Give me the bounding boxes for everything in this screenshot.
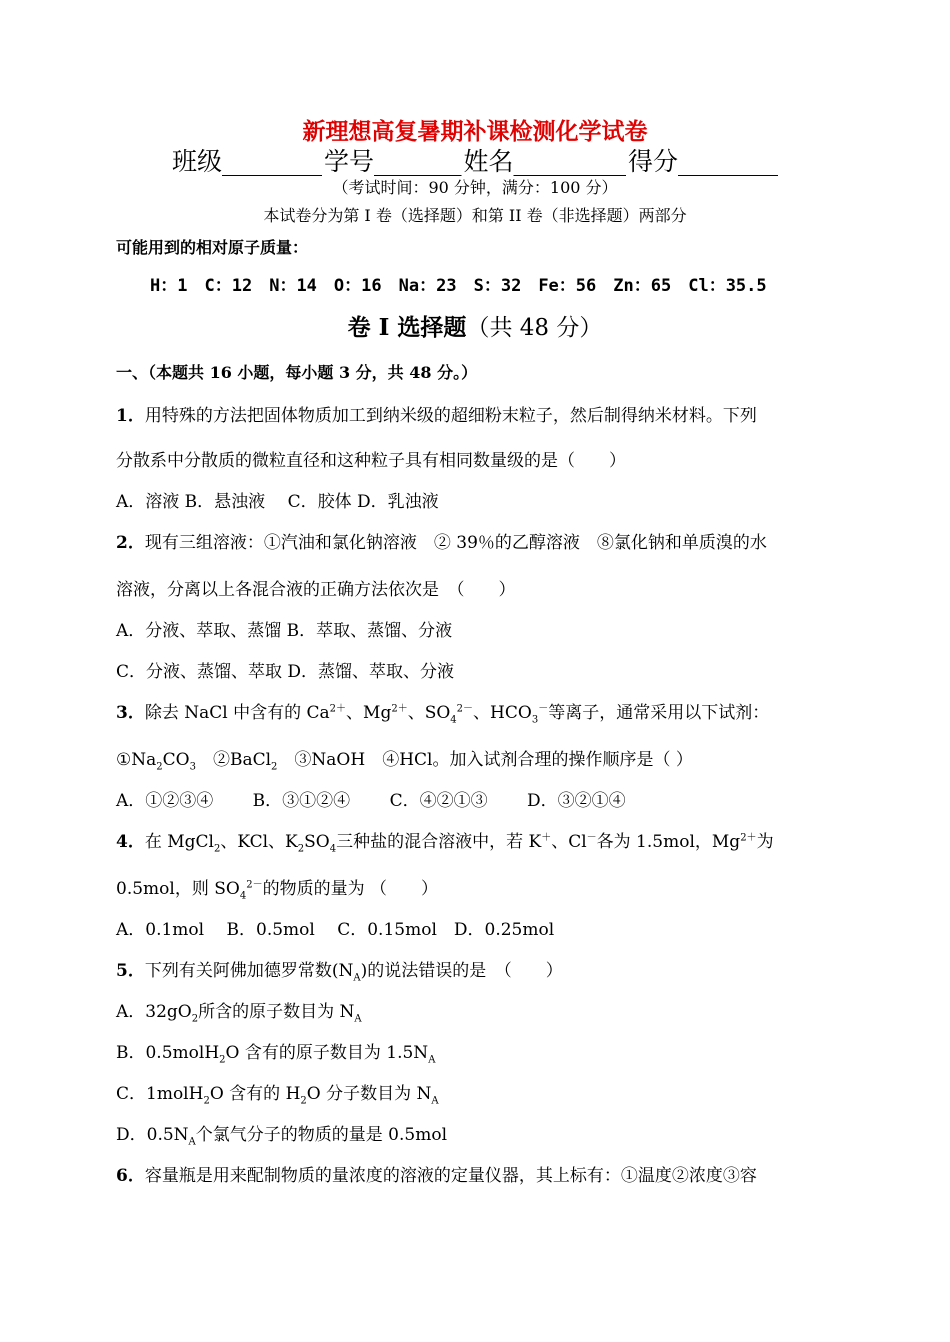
q3-text: 、SO	[407, 703, 451, 723]
question-2-line-1	[116, 531, 767, 555]
score-field: 得分________	[628, 147, 779, 176]
question-1-text: 用特殊的方法把固体物质加工到纳米级的超细粉末粒子，然后制得纳米材料。下列	[144, 406, 757, 426]
mass-c: C：12	[204, 276, 253, 296]
q5-subscript: A	[353, 972, 361, 984]
q3-subscript: 3	[531, 714, 539, 726]
question-4-number: 4．	[116, 832, 145, 852]
q3-charge: 2－	[456, 703, 474, 715]
q5-text: D．0.5N	[116, 1125, 189, 1145]
question-6-line-1	[116, 1164, 757, 1188]
q3-text: 、Mg	[346, 703, 392, 723]
question-6-number: 6．	[116, 1166, 145, 1186]
q4-subscript: 2	[297, 843, 305, 855]
q5-subscript: 2	[219, 1054, 226, 1066]
q5-subscript: A	[188, 1136, 196, 1148]
q4-text: 的物质的量为 （ ）	[262, 879, 438, 899]
exam-info: （考试时间：90 分钟，满分：100 分）	[332, 178, 618, 197]
q3-charge: －	[538, 703, 549, 715]
mass-na: Na：23	[398, 276, 457, 296]
question-2-text: 现有三组溶液：①汽油和氯化钠溶液 ② 39％的乙醇溶液 ⑧氯化钠和单质溴的水	[144, 533, 767, 553]
q4-text: 各为 1.5mol，Mg	[596, 832, 741, 852]
name-field: 姓名_________	[463, 147, 627, 176]
part-heading: 一、（本题共 16 小题，每小题 3 分，共 48 分。）	[116, 363, 478, 382]
q4-text: 三种盐的混合溶液中，若 K	[336, 832, 542, 852]
q3-reagent: ②BaCl	[195, 750, 272, 770]
exam-title: 新理想高复暑期补课检测化学试卷	[302, 118, 648, 145]
mass-s: S：32	[473, 276, 522, 296]
q3-text: 、HCO	[473, 703, 532, 723]
mass-h: H：1	[150, 276, 188, 296]
q3-text: 除去 NaCl 中含有的 Ca	[144, 703, 330, 723]
q3-reagent: ①Na	[116, 750, 157, 770]
q4-subscript: 2	[213, 843, 221, 855]
q3-charge: 2＋	[329, 703, 347, 715]
q3-subscript: 2	[271, 761, 278, 773]
q3-subscript: 3	[189, 761, 196, 773]
mass-zn: Zn：65	[613, 276, 672, 296]
question-5-option-c	[116, 1082, 439, 1106]
q3-reagent: ③NaOH ④HCl。加入试剂合理的操作顺序是（ ）	[277, 750, 693, 770]
section-title-bold: 卷 I 选择题	[347, 314, 467, 341]
question-5-option-a	[116, 1000, 362, 1024]
class-field: 班级________	[171, 147, 322, 176]
question-3-options: A．①②③④ B．③①②④ C．④②①③ D．③②①④	[116, 791, 626, 811]
q5-text: B．0.5molH	[116, 1043, 220, 1063]
question-4-options: A．0.1mol B．0.5mol C．0.15mol D．0.25mol	[116, 920, 555, 940]
q3-reagent: CO	[162, 750, 190, 770]
q5-text: 个氯气分子的物质的量是 0.5mol	[195, 1125, 448, 1145]
question-2-options-cd: C．分液、蒸馏、萃取 D．蒸馏、萃取、分液	[116, 662, 455, 682]
question-2-number: 2．	[116, 533, 145, 553]
mass-fe: Fe：56	[538, 276, 597, 296]
q5-text: 所含的原子数目为 N	[198, 1002, 355, 1022]
question-5-number: 5．	[116, 961, 145, 981]
q3-text: 等离子，通常采用以下试剂：	[548, 703, 770, 723]
q4-text: 、Cl	[551, 832, 587, 852]
q3-subscript: 2	[156, 761, 163, 773]
q4-text: 为	[756, 832, 774, 852]
q5-text: O 含有的 H	[209, 1084, 301, 1104]
q5-subscript: 2	[191, 1013, 199, 1025]
atomic-masses-list	[150, 274, 784, 298]
question-4-line-1	[116, 830, 774, 854]
question-3-line-2	[116, 748, 693, 772]
q4-subscript: 4	[239, 890, 247, 902]
q5-subscript: 2	[203, 1095, 210, 1107]
q5-text: O 分子数目为 N	[306, 1084, 432, 1104]
q3-charge: 2＋	[391, 703, 408, 715]
question-2-options-ab: A．分液、萃取、蒸馏 B．萃取、蒸馏、分液	[116, 621, 453, 641]
question-3-line-1	[116, 701, 769, 725]
question-5-line-1	[116, 959, 563, 983]
q5-subscript: A	[354, 1013, 362, 1025]
student-info-row	[0, 146, 950, 178]
question-1-line-1	[116, 404, 757, 428]
section-title-points: （共 48 分）	[466, 315, 603, 341]
q4-charge: 2－	[246, 879, 263, 891]
q5-subscript: A	[431, 1095, 439, 1107]
q4-text: 在 MgCl	[144, 832, 214, 852]
q3-subscript: 4	[450, 714, 457, 726]
atomic-masses-heading: 可能用到的相对原子质量：	[116, 238, 309, 257]
student-number-field: 学号_______	[323, 147, 462, 176]
q4-charge: －	[586, 832, 597, 844]
question-1-number: 1．	[116, 406, 145, 426]
q4-charge: 2＋	[740, 832, 757, 844]
question-2-line-2: 溶液，分离以上各混合液的正确方法依次是 （ ）	[116, 580, 516, 600]
mass-n: N：14	[269, 276, 317, 296]
mass-o: O：16	[333, 276, 382, 296]
question-3-number: 3．	[116, 703, 145, 723]
q4-text: 、KCl、K	[220, 832, 298, 852]
question-5-option-b	[116, 1041, 435, 1065]
q5-subscript: A	[428, 1054, 436, 1066]
q5-text: 下列有关阿佛加德罗常数(N	[144, 961, 354, 981]
paper-description: 本试卷分为第 I 卷（选择题）和第 II 卷（非选择题）两部分	[263, 206, 687, 225]
q4-subscript: 4	[329, 843, 337, 855]
question-4-line-2	[116, 877, 438, 901]
q5-subscript: 2	[300, 1095, 307, 1107]
question-5-option-d	[116, 1123, 447, 1147]
question-6-text: 容量瓶是用来配制物质的量浓度的溶液的定量仪器，其上标有：①温度②浓度③容	[144, 1166, 757, 1186]
section-title	[0, 312, 950, 344]
q4-charge: ＋	[541, 832, 552, 844]
question-1-line-2: 分散系中分散质的微粒直径和这种粒子具有相同数量级的是（ ）	[116, 451, 626, 471]
q4-text: 0.5mol，则 SO	[116, 879, 240, 899]
q4-text: SO	[304, 832, 330, 852]
q5-text: C．1molH	[116, 1084, 204, 1104]
q5-text: O 含有的原子数目为 1.5N	[225, 1043, 429, 1063]
mass-cl: Cl：35.5	[688, 276, 767, 296]
question-1-options: A．溶液 B．悬浊液 C．胶体 D．乳浊液	[116, 492, 439, 512]
q5-text: )的说法错误的是 （ ）	[360, 961, 563, 981]
q5-text: A．32gO	[116, 1002, 192, 1022]
